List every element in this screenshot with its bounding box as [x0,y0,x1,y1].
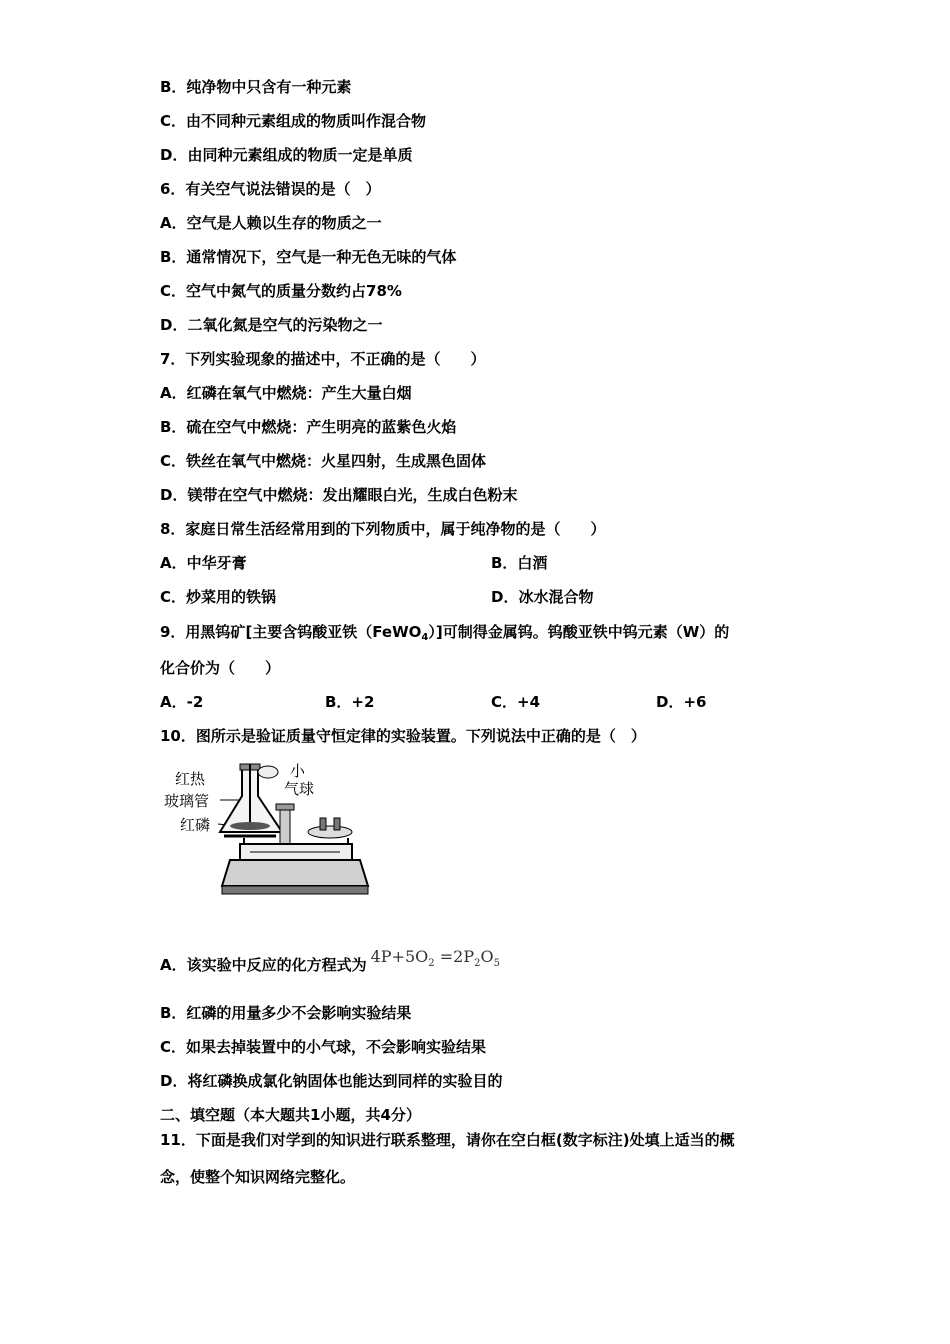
question-10-option-d: D．将红磷换成氯化钠固体也能达到同样的实验目的 [160,1072,503,1090]
question-9-text-start: 9．用黑钨矿[主要含钨酸亚铁（FeWO [160,623,422,641]
section-2-heading: 二、填空题（本大题共1小题，共4分） [160,1106,421,1124]
question-11-line-2: 念，使整个知识网络完整化。 [160,1168,356,1186]
question-8-option-c: C．炒菜用的铁锅 [160,588,277,606]
question-6-option-a: A．空气是人赖以生存的物质之一 [160,214,382,232]
label-balloon-1: 小 [290,762,306,780]
question-9-text-end: ）]可制得金属钨。钨酸亚铁中钨元素（W）的 [428,623,730,641]
apparatus-drawing [160,760,370,900]
combustion-equation [370,947,500,969]
formula-sub-1: 2 [428,958,435,969]
question-8-option-b: B．白酒 [491,554,548,572]
label-hot-glass-1: 红热 [175,770,206,788]
formula-part-2: =2P [434,947,475,966]
question-10-option-a [160,947,500,982]
question-8-option-d: D．冰水混合物 [491,588,594,606]
option-b-pure-substance: B．纯净物中只含有一种元素 [160,78,352,96]
formula-part-1: 4P+5O [370,947,429,966]
question-9-subscript: 4 [421,632,429,643]
question-10-option-a-text: A．该实验中反应的化方程式为 [160,956,367,974]
question-7-option-c: C．铁丝在氧气中燃烧：火星四射，生成黑色固体 [160,452,487,470]
formula-sub-3: 5 [493,958,500,969]
question-6: 6．有关空气说法错误的是（ ） [160,180,381,198]
question-10-option-b: B．红磷的用量多少不会影响实验结果 [160,1004,412,1022]
question-6-option-c: C．空气中氮气的质量分数约占78% [160,282,402,300]
question-9 [160,622,729,648]
question-10-option-c: C．如果去掉装置中的小气球，不会影响实验结果 [160,1038,487,1056]
question-9-option-b: B．+2 [325,693,375,711]
question-6-option-b: B．通常情况下，空气是一种无色无味的气体 [160,248,457,266]
formula-sub-2: 2 [474,958,481,969]
question-7-option-d: D．镁带在空气中燃烧：发出耀眼白光，生成白色粉末 [160,486,518,504]
question-9-option-a: A．-2 [160,693,204,711]
label-hot-glass-2: 玻璃管 [164,792,210,810]
label-red-phosphorus: 红磷 [180,816,211,834]
question-10: 10．图所示是验证质量守恒定律的实验装置。下列说法中正确的是（ ） [160,727,646,745]
option-d-element: D．由同种元素组成的物质一定是单质 [160,146,413,164]
option-c-mixture: C．由不同种元素组成的物质叫作混合物 [160,112,427,130]
mass-conservation-apparatus [160,760,370,900]
question-9-option-d: D．+6 [656,693,707,711]
question-8-option-a: A．中华牙膏 [160,554,247,572]
question-8: 8．家庭日常生活经常用到的下列物质中，属于纯净物的是（ ） [160,520,606,538]
question-9-option-c: C．+4 [491,693,541,711]
question-7-option-b: B．硫在空气中燃烧：产生明亮的蓝紫色火焰 [160,418,457,436]
question-7-option-a: A．红磷在氧气中燃烧：产生大量白烟 [160,384,412,402]
question-6-option-d: D．二氧化氮是空气的污染物之一 [160,316,383,334]
label-balloon-2: 气球 [284,780,315,798]
question-7: 7．下列实验现象的描述中，不正确的是（ ） [160,350,486,368]
formula-part-3: O [480,947,494,966]
question-9-line-2: 化合价为（ ） [160,659,281,677]
question-11: 11．下面是我们对学到的知识进行联系整理，请你在空白框(数字标注)处填上适当的概 [160,1131,735,1149]
